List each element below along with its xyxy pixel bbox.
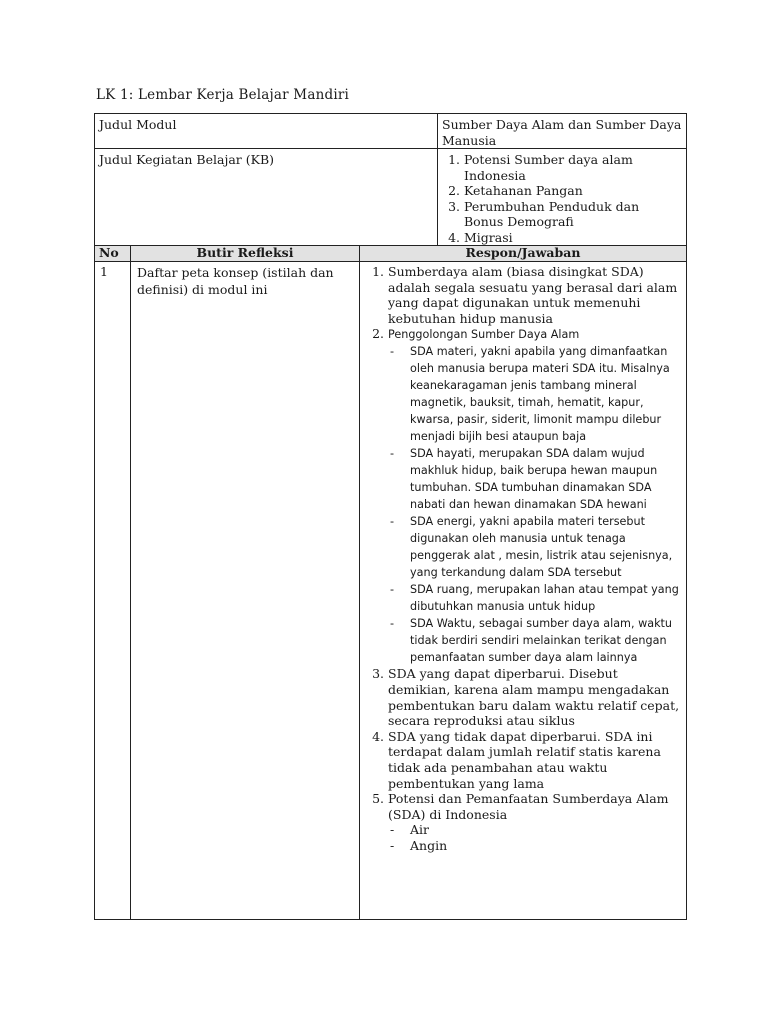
header-no: No — [95, 246, 131, 261]
sda-category-item: - SDA energi, yakni apabila materi tersebut digunakan oleh manusia untuk tenaga penggerak alat , mesin, listrik atau sejenisnya, yang terkandung dalam SDA tersebut — [410, 513, 680, 581]
response-item-5 — [388, 791, 680, 853]
row-butir: Daftar peta konsep (istilah dan definisi) di modul ini — [131, 262, 360, 920]
module-value: Sumber Daya Alam dan Sumber Daya Manusia — [442, 117, 682, 148]
response-item-3 — [388, 666, 680, 728]
response-item-3-text: SDA yang dapat diperbarui. Disebut demikian, karena alam mampu mengadakan pembentukan baru dalam waktu relatif cepat, secara reproduksi atau siklus — [388, 666, 680, 729]
module-row — [95, 114, 686, 149]
response-item-1 — [388, 264, 680, 326]
kb-item: 1. Potensi Sumber daya alam Indonesia — [464, 152, 682, 183]
response-item-1-text: Sumberdaya alam (biasa disingkat SDA) adalah segala sesuatu yang berasal dari alam yang dapat digunakan untuk memenuhi kebutuhan hidup manusia — [388, 264, 678, 326]
potential-item: - Angin — [410, 838, 680, 854]
kb-item: 4. Migrasi — [464, 230, 682, 246]
kb-item: 3. Perumbuhan Penduduk dan Bonus Demografi — [464, 199, 682, 230]
header-respon: Respon/Jawaban — [465, 245, 581, 260]
sda-category-item: - SDA ruang, merupakan lahan atau tempat yang dibutuhkan manusia untuk hidup — [410, 581, 680, 615]
row-response — [360, 262, 686, 920]
kb-row — [95, 149, 686, 248]
response-item-5-text: Potensi dan Pemanfaatan Sumberdaya Alam (SDA) di Indonesia — [388, 791, 669, 822]
kb-item: 2. Ketahanan Pangan — [464, 183, 682, 199]
table-header — [95, 246, 686, 262]
sda-category-item: - SDA Waktu, sebagai sumber daya alam, waktu tidak berdiri sendiri melainkan terikat dengan pemanfaatan sumber daya alam lainnya — [410, 615, 680, 666]
sda-category-item: - SDA materi, yakni apabila yang dimanfaatkan oleh manusia berupa materi SDA itu. Misalnya keanekaragaman jenis tambang mineral magnetik, bauksit, timah, hematit, kapur, kwarsa, pasir, siderit, limonit mampu dilebur menjadi bijih besi ataupun baja — [410, 343, 680, 445]
kb-list — [442, 152, 682, 245]
response-item-4 — [388, 729, 680, 791]
row-number: 1 — [95, 262, 131, 920]
kb-label: Judul Kegiatan Belajar (KB) — [95, 149, 438, 248]
module-label: Judul Modul — [95, 114, 438, 148]
header-butir: Butir Refleksi — [131, 246, 360, 261]
module-info-table — [94, 113, 687, 249]
kb-list-cell — [438, 149, 686, 248]
table-row — [95, 262, 686, 920]
response-item-2-text: Penggolongan Sumber Daya Alam — [388, 328, 580, 342]
potential-item: - Air — [410, 822, 680, 838]
worksheet-title: LK 1: Lembar Kerja Belajar Mandiri — [96, 87, 350, 103]
response-item-4-text: SDA yang tidak dapat diperbarui. SDA ini terdapat dalam jumlah relatif statis karena tidak ada penambahan atau waktu pembentukan yang lama — [388, 728, 661, 791]
sda-category-item: - SDA hayati, merupakan SDA dalam wujud makhluk hidup, baik berupa hewan maupun tumbuhan. SDA tumbuhan dinamakan SDA nabati dan hewan dinamakan SDA hewani — [410, 445, 680, 513]
response-item-2 — [388, 326, 680, 666]
response-list — [366, 264, 680, 854]
reflection-table — [94, 245, 687, 920]
potential-list — [388, 822, 680, 853]
sda-category-list — [388, 343, 680, 666]
